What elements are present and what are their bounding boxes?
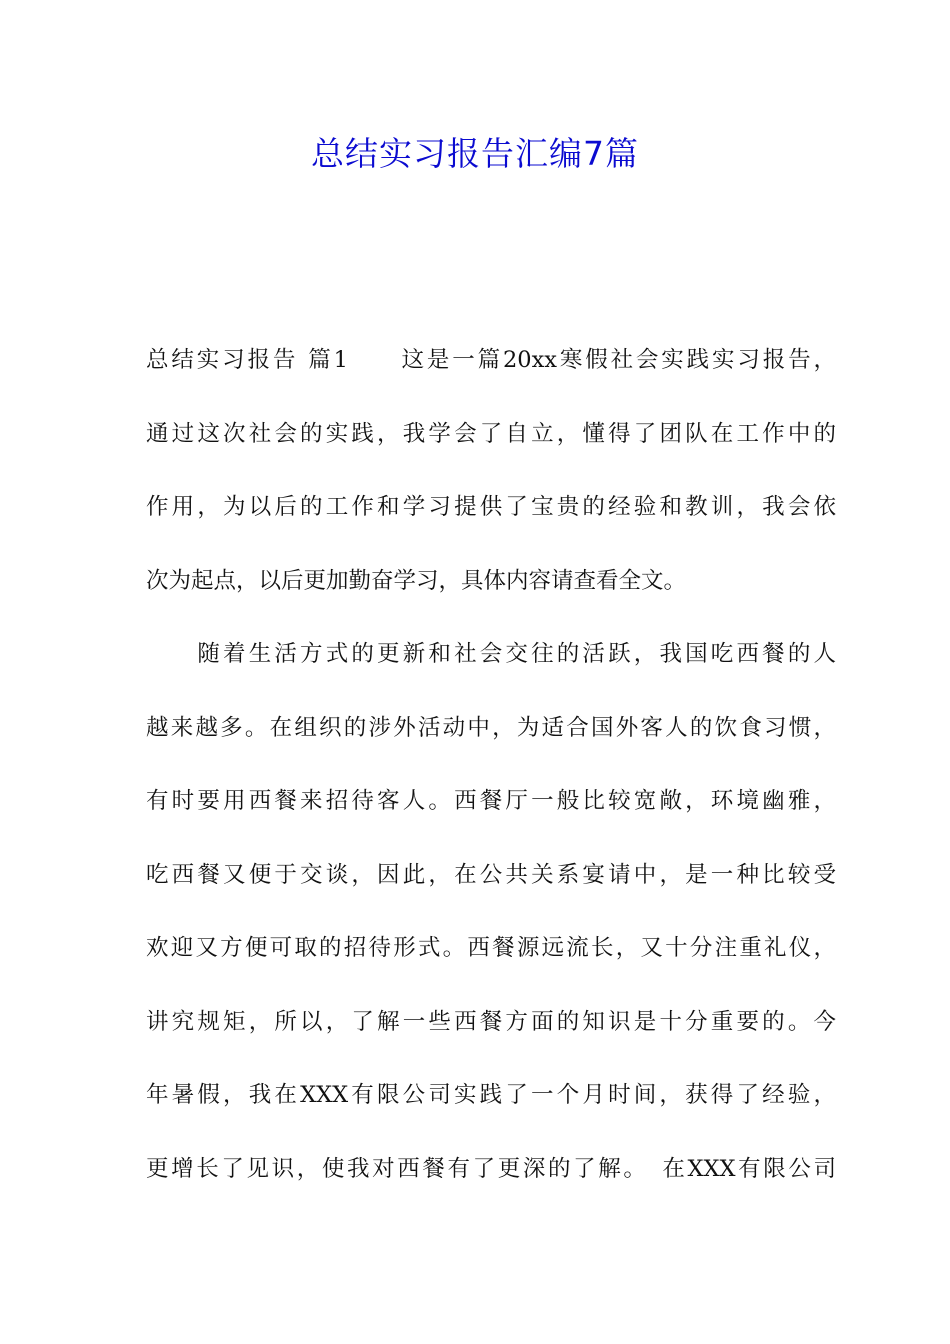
paragraph-line: 越来越多。在组织的涉外活动中，为适合国外客人的饮食习惯， <box>146 714 836 741</box>
paragraph-line: 总结实习报告 篇1 这是一篇20xx寒假社会实践实习报告， <box>146 347 836 373</box>
paragraph-line: 年暑假，我在XXX有限公司实践了一个月时间，获得了经验， <box>146 1082 836 1108</box>
paragraph-line: 次为起点，以后更加勤奋学习，具体内容请查看全文。 <box>146 567 687 594</box>
document-title: 总结实习报告汇编7篇 <box>311 134 639 173</box>
paragraph-line: 吃西餐又便于交谈，因此，在公共关系宴请中，是一种比较受 <box>146 861 836 888</box>
paragraph-line: 通过这次社会的实践，我学会了自立，懂得了团队在工作中的 <box>146 420 836 447</box>
paragraph-line: 有时要用西餐来招待客人。西餐厅一般比较宽敞，环境幽雅， <box>146 788 836 814</box>
paragraph-line: 更增长了见识，使我对西餐有了更深的了解。 在XXX有限公司 <box>146 1155 836 1182</box>
paragraph-line: 随着生活方式的更新和社会交往的活跃，我国吃西餐的人 <box>146 641 836 667</box>
paragraph-line: 作用，为以后的工作和学习提供了宝贵的经验和教训，我会依 <box>146 494 836 520</box>
document-body <box>146 340 836 1222</box>
paragraph-line: 欢迎又方便可取的招待形式。西餐源远流长，又十分注重礼仪， <box>146 935 836 961</box>
paragraph-line: 讲究规矩，所以，了解一些西餐方面的知识是十分重要的。今 <box>146 1008 836 1035</box>
